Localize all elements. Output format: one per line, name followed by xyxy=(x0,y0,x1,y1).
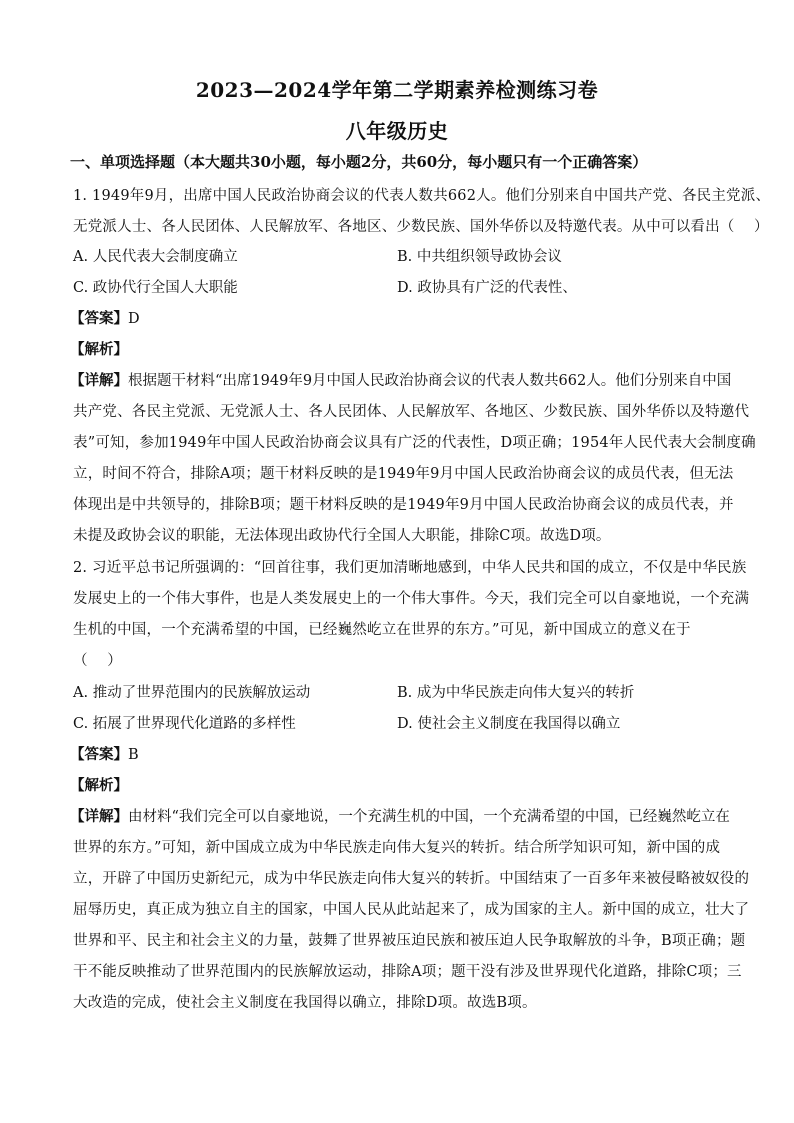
q2-stem-line: 2. 习近平总书记所强调的：“回首往事，我们更加清晰地感到，中华人民共和国的成立，不仅是中华民族 xyxy=(73,560,747,576)
exam-subtitle: 八年级历史 xyxy=(345,119,449,143)
detail-label: 【详解】 xyxy=(70,372,128,389)
q1-detail-line: 体现出是中共领导的，排除B项；题干材料反映的是1949年9月中国人民政治协商会议的成员代表，并 xyxy=(73,497,734,513)
detail-text: 由材料“我们完全可以自豪地说，一个充满生机的中国，一个充满希望的中国，已经巍然屹立在 xyxy=(128,809,730,825)
q2-stem-line: （ ） xyxy=(73,653,122,669)
section-heading: 一、单项选择题（本大题共30小题，每小题2分，共60分，每小题只有一个正确答案） xyxy=(70,153,648,171)
q2-detail-line xyxy=(70,805,730,826)
q1-option-d: D. 政协具有广泛的代表性、 xyxy=(397,280,577,296)
q1-answer xyxy=(70,307,140,328)
analysis-label: 【解析】 xyxy=(70,777,128,794)
q2-detail-line: 大改造的完成，使社会主义制度在我国得以确立，排除D项。故选B项。 xyxy=(73,995,537,1011)
q2-detail-line: 世界和平、民主和社会主义的力量，鼓舞了世界被压迫民族和被压迫人民争取解放的斗争，B项正确；题 xyxy=(73,933,746,949)
q1-detail-line: 表”可知，参加1949年中国人民政治协商会议具有广泛的代表性，D项正确；1954年人民代表大会制度确 xyxy=(73,435,756,451)
q1-detail-line: 未提及政协会议的职能，无法体现出政协代行全国人大职能，排除C项。故选D项。 xyxy=(73,528,611,544)
q2-stem-line: 生机的中国，一个充满希望的中国，已经巍然屹立在世界的东方。”可见，新中国成立的意义在于 xyxy=(73,622,691,638)
q2-option-a: A. 推动了世界范围内的民族解放运动 xyxy=(73,685,311,701)
q1-analysis xyxy=(70,338,128,359)
q2-option-c: C. 拓展了世界现代化道路的多样性 xyxy=(73,716,296,732)
exam-title: 2023—2024学年第二学期素养检测练习卷 xyxy=(195,78,599,102)
q1-detail-line: 立，时间不符合，排除A项；题干材料反映的是1949年9月中国人民政治协商会议的成员代表，但无法 xyxy=(73,466,734,482)
detail-label: 【详解】 xyxy=(70,808,128,825)
answer-value: B xyxy=(128,747,139,763)
q2-detail-line: 屈辱历史，真正成为独立自主的国家，中国人民从此站起来了，成为国家的主人。新中国的成立，壮大了 xyxy=(73,902,750,918)
q1-option-c: C. 政协代行全国人大职能 xyxy=(73,280,238,296)
q2-detail-line: 世界的东方。”可知，新中国成立成为中华民族走向伟大复兴的转折。结合所学知识可知，新中国的成 xyxy=(73,840,721,856)
q1-option-a: A. 人民代表大会制度确立 xyxy=(73,249,238,265)
q2-detail-line: 干不能反映推动了世界范围内的民族解放运动，排除A项；题干没有涉及世界现代化道路，排除C项；三 xyxy=(73,964,742,980)
q2-analysis xyxy=(70,774,128,795)
q1-detail-line xyxy=(70,369,731,390)
answer-label: 【答案】 xyxy=(70,310,128,327)
analysis-label: 【解析】 xyxy=(70,341,128,358)
q2-option-d: D. 使社会主义制度在我国得以确立 xyxy=(397,716,621,732)
detail-text: 根据题干材料“出席1949年9月中国人民政治协商会议的代表人数共662人。他们分别来自中国 xyxy=(128,373,732,389)
q1-stem-line: 1. 1949年9月，出席中国人民政治协商会议的代表人数共662人。他们分别来自中国共产党、各民主党派、 xyxy=(73,188,771,204)
q1-detail-line: 共产党、各民主党派、无党派人士、各人民团体、人民解放军、各地区、少数民族、国外华侨以及特邀代 xyxy=(73,404,750,420)
q2-detail-line: 立，开辟了中国历史新纪元，成为中华民族走向伟大复兴的转折。中国结束了一百多年来被侵略被奴役的 xyxy=(73,871,750,887)
q2-option-b: B. 成为中华民族走向伟大复兴的转折 xyxy=(397,685,635,701)
q2-stem-line: 发展史上的一个伟大事件，也是人类发展史上的一个伟大事件。今天，我们完全可以自豪地说，一个充满 xyxy=(73,591,750,607)
q1-stem-line: 无党派人士、各人民团体、人民解放军、各地区、少数民族、国外华侨以及特邀代表。从中可以看出（ ） xyxy=(73,219,769,235)
q1-option-b: B. 中共组织领导政协会议 xyxy=(397,249,562,265)
answer-label: 【答案】 xyxy=(70,746,128,763)
q2-answer xyxy=(70,743,139,764)
answer-value: D xyxy=(128,311,140,327)
